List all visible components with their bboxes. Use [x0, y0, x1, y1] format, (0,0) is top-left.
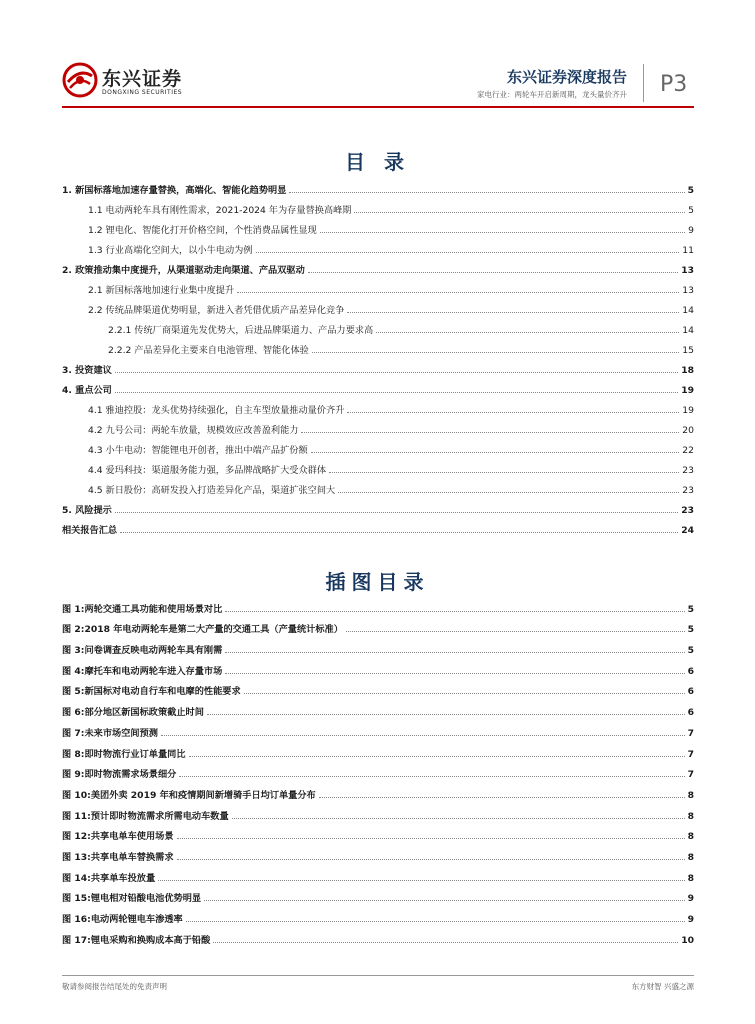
logo-subtext: DONGXING SECURITIES	[102, 89, 183, 96]
figure-entry-title: 图 10:美团外卖 2019 年和疫情期间新增骑手日均订单量分布	[62, 787, 319, 801]
toc-entry[interactable]	[62, 176, 694, 196]
toc-entry[interactable]	[62, 436, 694, 456]
figure-entry-page: 5	[687, 624, 694, 636]
figure-entry[interactable]	[62, 884, 694, 905]
figure-entry-title: 图 2:2018 年电动两轮车是第二大产量的交通工具（产量统计标准）	[62, 621, 346, 635]
dot-leader	[115, 372, 678, 373]
footer-disclaimer: 敬请参阅报告结尾处的免责声明	[62, 982, 167, 991]
figure-entry-page: 7	[687, 727, 694, 739]
figure-entry[interactable]	[62, 697, 694, 718]
toc-entry[interactable]	[62, 376, 694, 396]
toc-entry[interactable]	[62, 296, 694, 316]
report-subtitle: 家电行业：两轮车开启新周期，龙头量价齐升	[477, 90, 627, 99]
page-header	[0, 0, 755, 110]
figure-entry-page: 8	[687, 872, 694, 884]
dot-leader	[115, 512, 678, 513]
dot-leader	[346, 631, 685, 632]
figure-entry-page: 7	[687, 748, 694, 760]
figure-entry-page: 5	[687, 603, 694, 615]
figure-entry-title: 图 12:共享电单车使用场景	[62, 828, 177, 842]
toc-list	[62, 176, 694, 536]
figure-entry[interactable]	[62, 801, 694, 822]
toc-entry[interactable]	[62, 196, 694, 216]
toc-entry-title: 4.1 雅迪控股：龙头优势持续强化，自主车型放量推动量价齐升	[88, 402, 347, 416]
dot-leader	[311, 452, 680, 453]
toc-entry-title: 相关报告汇总	[62, 522, 120, 536]
logo-text: 东兴证券	[102, 68, 183, 90]
toc-entry-page: 13	[681, 265, 694, 276]
figure-entry[interactable]	[62, 760, 694, 781]
toc-entry-page: 14	[682, 325, 694, 336]
toc-entry-page: 15	[682, 345, 694, 356]
dot-leader	[225, 673, 684, 674]
figure-entry-title: 图 11:预计即时物流需求所需电动车数量	[62, 808, 232, 822]
toc-entry-title: 4.3 小牛电动：智能锂电开创者，推出中端产品扩份额	[88, 442, 311, 456]
toc-entry-page: 19	[681, 385, 694, 396]
dot-leader	[347, 312, 679, 313]
toc-entry-title: 1.2 锂电化、智能化打开价格空间，个性消费品属性显现	[88, 222, 320, 236]
toc-entry[interactable]	[62, 476, 694, 496]
dot-leader	[376, 332, 679, 333]
dot-leader	[225, 652, 684, 653]
figure-entry-title: 图 9:即时物流需求场景细分	[62, 766, 179, 780]
figure-entry-title: 图 15:锂电相对铅酸电池优势明显	[62, 890, 204, 904]
figure-entry-page: 8	[687, 851, 694, 863]
figure-entry[interactable]	[62, 635, 694, 656]
toc-entry-title: 5. 风险提示	[62, 502, 115, 516]
figure-entry[interactable]	[62, 718, 694, 739]
toc-entry-page: 24	[681, 525, 694, 536]
dot-leader	[204, 900, 684, 901]
figure-entry-title: 图 16:电动两轮锂电车渗透率	[62, 911, 186, 925]
toc-entry-page: 22	[682, 445, 694, 456]
dot-leader	[207, 714, 685, 715]
toc-entry[interactable]	[62, 416, 694, 436]
figure-entry-page: 7	[687, 769, 694, 781]
dot-leader	[338, 492, 679, 493]
dot-leader	[120, 532, 678, 533]
figures-title: 插图目录	[325, 570, 430, 594]
toc-entry-title: 4.5 新日股份：高研发投入打造差异化产品，渠道扩张空间大	[88, 482, 338, 496]
toc-entry-title: 2.1 新国标落地加速行业集中度提升	[88, 282, 237, 296]
toc-entry-page: 14	[682, 305, 694, 316]
dot-leader	[244, 693, 685, 694]
toc-entry-title: 2.2 传统品牌渠道优势明显，新进入者凭借优质产品差异化竞争	[88, 302, 347, 316]
toc-entry-page: 23	[681, 505, 694, 516]
dot-leader	[237, 292, 679, 293]
toc-entry[interactable]	[62, 356, 694, 376]
figure-entry-title: 图 4:摩托车和电动两轮车进入存量市场	[62, 663, 225, 677]
header-rule	[62, 106, 694, 108]
toc-entry-page: 9	[688, 225, 694, 236]
figure-entry-page: 6	[687, 707, 694, 719]
figure-entry[interactable]	[62, 925, 694, 946]
toc-entry-page: 20	[682, 425, 694, 436]
toc-entry[interactable]	[62, 216, 694, 236]
dot-leader	[213, 942, 678, 943]
toc-entry-page: 23	[682, 465, 694, 476]
toc-entry[interactable]	[62, 236, 694, 256]
figure-entry-page: 9	[687, 914, 694, 925]
figure-entry[interactable]	[62, 739, 694, 760]
report-title: 东兴证券深度报告	[506, 68, 627, 86]
toc-entry-title: 2.2.2 产品差异化主要来自电池管理、智能化体验	[108, 342, 312, 356]
toc-entry[interactable]	[62, 456, 694, 476]
toc-entry-title: 3. 投资建议	[62, 362, 115, 376]
toc-entry-title: 2.2.1 传统厂商渠道先发优势大，后进品牌渠道力、产品力要求高	[108, 322, 376, 336]
page-number: P3	[660, 72, 688, 97]
dot-leader	[301, 432, 679, 433]
figure-entry-page: 6	[687, 665, 694, 677]
toc-entry-title: 4.2 九号公司：两轮车放量，规模效应改善盈利能力	[88, 422, 301, 436]
toc-entry-page: 5	[688, 205, 694, 216]
footer-rule	[62, 975, 694, 976]
dot-leader	[289, 192, 684, 193]
footer-slogan: 东方财智 兴盛之源	[631, 982, 694, 991]
figure-entry[interactable]	[62, 677, 694, 698]
figure-entry-title: 图 7:未来市场空间预测	[62, 725, 161, 739]
figure-entry-title: 图 8:即时物流行业订单量同比	[62, 746, 189, 760]
toc-entry[interactable]	[62, 336, 694, 356]
dot-leader	[354, 212, 685, 213]
figure-entry-title: 图 14:共享单车投放量	[62, 870, 158, 884]
toc-entry-page: 23	[682, 485, 694, 496]
toc-entry-title: 1. 新国标落地加速存量替换，高端化、智能化趋势明显	[62, 182, 289, 196]
toc-title: 目 录	[345, 150, 410, 174]
toc-entry-page: 19	[682, 405, 694, 416]
toc-entry-title: 2. 政策推动集中度提升，从渠道驱动走向渠道、产品双驱动	[62, 262, 308, 276]
dot-leader	[308, 272, 678, 273]
figure-entry-title: 图 6:部分地区新国标政策截止时间	[62, 704, 207, 718]
dot-leader	[319, 797, 685, 798]
figure-entry-page: 6	[687, 686, 694, 698]
figure-entry-page: 5	[687, 645, 694, 657]
figure-entry[interactable]	[62, 594, 694, 615]
dot-leader	[115, 392, 678, 393]
dot-leader	[186, 921, 685, 922]
dot-leader	[225, 611, 684, 612]
toc-entry-title: 1.1 电动两轮车具有刚性需求，2021-2024 年为存量替换高峰期	[88, 202, 354, 216]
figure-entry[interactable]	[62, 842, 694, 863]
figure-entry-page: 8	[687, 789, 694, 801]
figure-entry[interactable]	[62, 822, 694, 843]
figure-entry[interactable]	[62, 904, 694, 925]
company-logo	[62, 62, 212, 102]
dot-leader	[179, 776, 684, 777]
toc-entry[interactable]	[62, 396, 694, 416]
figure-list	[62, 594, 694, 946]
toc-entry-title: 1.3 行业高端化空间大，以小牛电动为例	[88, 242, 256, 256]
figure-entry-page: 8	[687, 831, 694, 843]
toc-entry-page: 11	[682, 245, 694, 256]
figure-entry-page: 10	[681, 934, 694, 946]
logo-mark-icon	[62, 62, 98, 98]
toc-entry[interactable]	[62, 516, 694, 536]
dot-leader	[312, 352, 679, 353]
figure-entry[interactable]	[62, 615, 694, 636]
toc-entry[interactable]	[62, 316, 694, 336]
dot-leader	[161, 735, 685, 736]
toc-entry-title: 4.4 爱玛科技：渠道服务能力强，多品牌战略扩大受众群体	[88, 462, 329, 476]
dot-leader	[177, 838, 685, 839]
toc-entry[interactable]	[62, 276, 694, 296]
dot-leader	[329, 472, 679, 473]
toc-entry-page: 5	[687, 185, 694, 196]
header-divider	[643, 64, 644, 102]
figure-entry-title: 图 13:共享电单车替换需求	[62, 849, 177, 863]
figure-entry-title: 图 3:问卷调查反映电动两轮车具有刚需	[62, 642, 225, 656]
figure-entry-page: 9	[687, 893, 694, 905]
figure-entry-title: 图 17:锂电采购和换购成本高于铅酸	[62, 932, 213, 946]
dot-leader	[320, 232, 685, 233]
figure-entry-title: 图 1:两轮交通工具功能和使用场景对比	[62, 601, 225, 615]
dot-leader	[232, 818, 685, 819]
toc-entry[interactable]	[62, 496, 694, 516]
dot-leader	[158, 880, 684, 881]
figure-entry[interactable]	[62, 656, 694, 677]
figure-entry-title: 图 5:新国标对电动自行车和电摩的性能要求	[62, 683, 244, 697]
dot-leader	[177, 859, 685, 860]
dot-leader	[347, 412, 679, 413]
toc-entry-title: 4. 重点公司	[62, 382, 115, 396]
figure-entry-page: 8	[687, 810, 694, 822]
toc-entry-page: 18	[681, 365, 694, 376]
dot-leader	[256, 252, 680, 253]
toc-entry-page: 13	[682, 285, 694, 296]
dot-leader	[189, 756, 685, 757]
figure-entry[interactable]	[62, 780, 694, 801]
toc-entry[interactable]	[62, 256, 694, 276]
figure-entry[interactable]	[62, 863, 694, 884]
